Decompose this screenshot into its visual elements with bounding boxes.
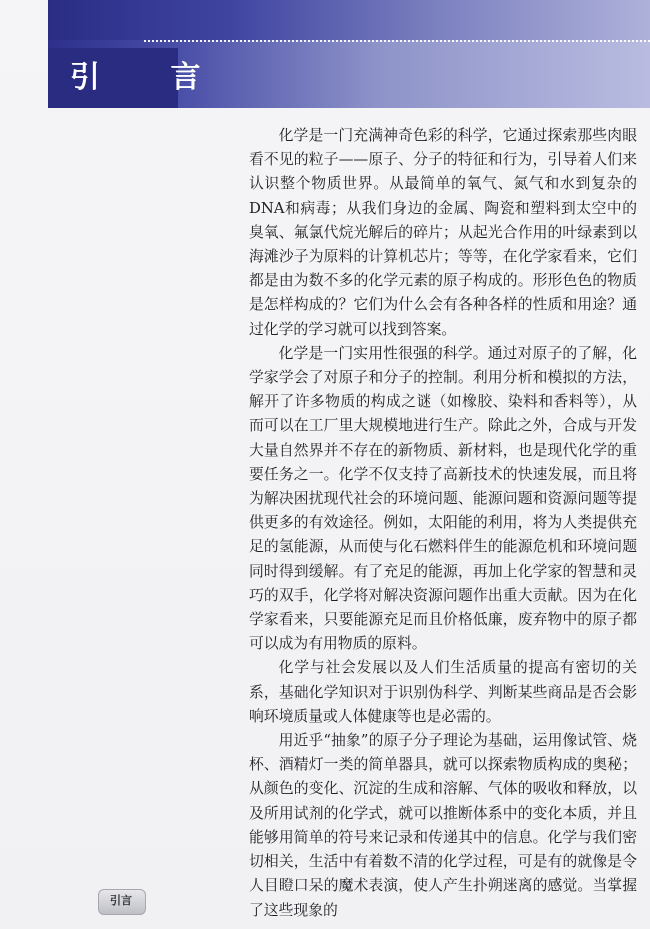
paragraph-2: 化学是一门实用性很强的科学。通过对原子的了解，化学家学会了对原子和分子的控制。利用分析和模拟的方法，解开了许多物质的构成之谜（如橡胶、染料和香料等），从而可以在工厂里大规模地进行生产。除此之外，合成与开发大量自然界并不存在的新物质、新材料，也是现代化学的重要任务之一。化学不仅支持了高新技术的快速发展，而且将为解决困扰现代社会的环境问题、能源问题和资源问题等提供更多的有效途径。例如，太阳能的利用，将为人类提供充足的氢能源，从而使与化石燃料伴生的能源危机和环境问题同时得到缓解。有了充足的能源，再加上化学家的智慧和灵巧的双手，化学将对解决资源问题作出重大贡献。因为在化学家看来，只要能源充足而且价格低廉，废弃物中的原子都可以成为有用物质的原料。 xyxy=(249,344,637,653)
paragraph-4: 用近乎“抽象”的原子分子理论为基础，运用像试管、烧杯、酒精灯一类的简单器具，就可以探索物质构成的奥秘；从颜色的变化、沉淀的生成和溶解、气体的吸收和释放，以及所用试剂的化学式，就可以推断体系中的变化本质，并且能够用简单的符号来记录和传递其中的信息。化学与我们密切相关，生活中有着数不清的化学过程，可是有的就像是令人目瞪口呆的魔术表演，使人产生扑朔迷离的感觉。当掌握了这些现象的 xyxy=(249,732,637,919)
page-title: 引 言 xyxy=(70,60,231,95)
footer-badge-label: 引言 xyxy=(110,894,132,907)
header-top-strip xyxy=(48,0,650,40)
paragraph-3: 化学与社会发展以及人们生活质量的提高有密切的关系，基础化学知识对于识别伪科学、判断某些商品是否会影响环境质量或人体健康等也是必需的。 xyxy=(249,659,637,725)
body-text xyxy=(249,124,637,923)
paragraph-1: 化学是一门充满神奇色彩的科学，它通过探索那些肉眼看不见的粒子——原子、分子的特征和行为，引导着人们来认识整个物质世界。从最简单的氧气、氮气和水到复杂的DNA和病毒；从我们身边的金属、陶瓷和塑料到太空中的臭氧、氟氯代烷光解后的碎片；从起光合作用的叶绿素到以海滩沙子为原料的计算机芯片；等等，在化学家看来，它们都是由为数不多的化学元素的原子构成的。形形色色的物质是怎样构成的？它们为什么会有各种各样的性质和用途？通过化学的学习就可以找到答案。 xyxy=(249,127,637,338)
header-dotted-line xyxy=(144,40,650,42)
